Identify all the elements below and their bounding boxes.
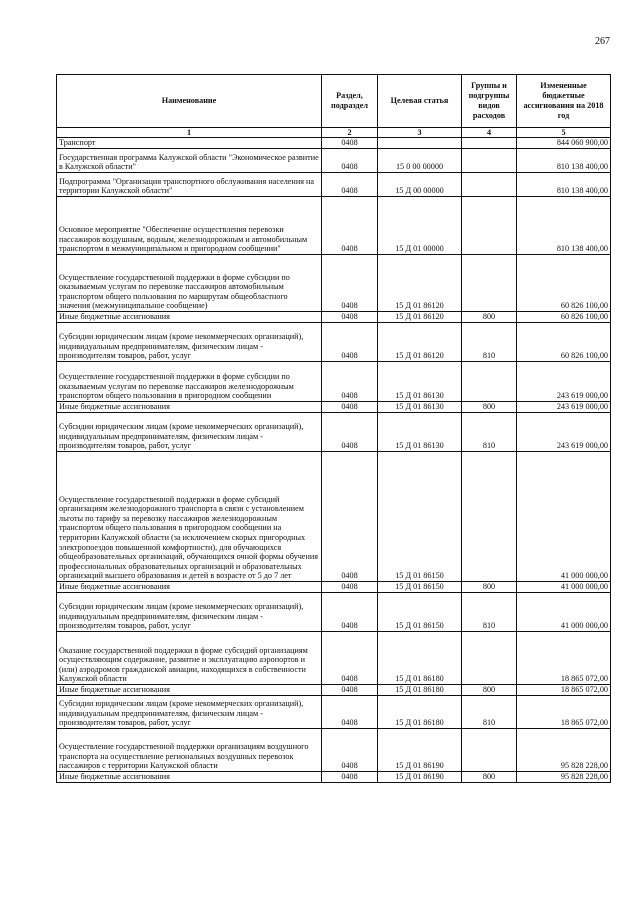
table-row [57,197,611,255]
header-section: Раздел, подраздел [322,75,378,128]
cell-amount: 95 828 228,00 [517,729,611,772]
cell-target: 15 Д 01 86190 [378,772,462,783]
cell-name: Иные бюджетные ассигнования [57,582,322,593]
cell-name: Иные бюджетные ассигнования [57,402,322,413]
cell-amount: 41 000 000,00 [517,452,611,582]
cell-amount: 95 828 228,00 [517,772,611,783]
cell-section: 0408 [322,593,378,632]
cell-name: Иные бюджетные ассигнования [57,685,322,696]
cell-name: Основное мероприятие "Обеспечение осуществления перевозки пассажиров воздушным, водным, железнодорожным и автомобильным транспортом в межмуниципальном и пригородном сообщении" [57,197,322,255]
table-row [57,312,611,323]
budget-table [56,74,611,783]
header-target: Целевая статья [378,75,462,128]
cell-amount: 810 138 400,00 [517,173,611,197]
table-row [57,413,611,452]
cell-name: Иные бюджетные ассигнования [57,312,322,323]
cell-target: 15 0 00 00000 [378,149,462,173]
table-row [57,173,611,197]
cell-section: 0408 [322,729,378,772]
cell-group: 810 [462,696,517,729]
cell-group [462,255,517,312]
cell-amount: 18 865 072,00 [517,696,611,729]
cell-section: 0408 [322,402,378,413]
cell-target: 15 Д 01 86150 [378,582,462,593]
cell-group [462,173,517,197]
table-row [57,149,611,173]
cell-amount: 810 138 400,00 [517,197,611,255]
cell-section: 0408 [322,413,378,452]
cell-target: 15 Д 00 00000 [378,173,462,197]
cell-name: Оказание государственной поддержки в форме субсидий организациям осуществляющим содержание, развитие и эксплуатацию аэропортов и (или) аэродромов гражданской авиации, находящихся в собственности Калужской области [57,632,322,685]
header-row [57,75,611,128]
cell-section: 0408 [322,452,378,582]
cell-group [462,138,517,149]
cell-amount: 243 619 000,00 [517,362,611,402]
cell-name: Субсидии юридическим лицам (кроме некоммерческих организаций), индивидуальным предпринимателям, физическим лицам - производителям товаров, работ, услуг [57,593,322,632]
cell-section: 0408 [322,255,378,312]
table-row [57,402,611,413]
cell-group: 810 [462,323,517,362]
cell-section: 0408 [322,362,378,402]
table-row [57,138,611,149]
table-row [57,452,611,582]
cell-group [462,729,517,772]
cell-target: 15 Д 01 86120 [378,312,462,323]
column-number-row [57,128,611,138]
cell-group: 800 [462,312,517,323]
cell-group: 800 [462,685,517,696]
table-row [57,729,611,772]
table-row [57,772,611,783]
table-row [57,696,611,729]
cell-name: Иные бюджетные ассигнования [57,772,322,783]
cell-name: Субсидии юридическим лицам (кроме некоммерческих организаций), индивидуальным предпринимателям, физическим лицам - производителям товаров, работ, услуг [57,413,322,452]
cell-section: 0408 [322,772,378,783]
cell-target: 15 Д 01 86180 [378,632,462,685]
cell-target: 15 Д 01 86120 [378,255,462,312]
column-number: 4 [462,128,517,138]
cell-target: 15 Д 01 86150 [378,452,462,582]
cell-group: 800 [462,582,517,593]
cell-section: 0408 [322,138,378,149]
column-number: 2 [322,128,378,138]
cell-amount: 18 865 072,00 [517,685,611,696]
table-body [57,138,611,783]
cell-group: 810 [462,593,517,632]
header-name: Наименование [57,75,322,128]
cell-target: 15 Д 01 86180 [378,696,462,729]
cell-section: 0408 [322,582,378,593]
cell-section: 0408 [322,632,378,685]
cell-target: 15 Д 01 00000 [378,197,462,255]
cell-section: 0408 [322,696,378,729]
cell-target [378,138,462,149]
table-row [57,632,611,685]
cell-target: 15 Д 01 86190 [378,729,462,772]
cell-name: Осуществление государственной поддержки в форме субсидии по оказываемым услугам по перевозке пассажиров железнодорожным транспортом общего пользования в пригородном сообщении [57,362,322,402]
cell-group: 800 [462,772,517,783]
cell-name: Осуществление государственной поддержки организациям воздушного транспорта на осуществление региональных воздушных перевозок пассажиров с территории Калужской области [57,729,322,772]
cell-group [462,632,517,685]
table-row [57,362,611,402]
cell-name: Подпрограмма "Организация транспортного обслуживания населения на территории Калужской области" [57,173,322,197]
table-row [57,593,611,632]
cell-amount: 41 000 000,00 [517,582,611,593]
cell-name: Осуществление государственной поддержки в форме субсидий организациям железнодорожного транспорта в связи с установлением льготы по тарифу за перевозку пассажиров железнодорожным транспортом общего пользования в пригородном сообщении на территории Калужской области (за исключением скорых пригородных электропоездов повышенной комфортности), для обучающихся общеобразовательных организаций, обучающихся очной формы обучения профессиональных образовательных организаций и образовательных организаций высшего образования и детей в возрасте от 5 до 7 лет [57,452,322,582]
cell-amount: 60 826 100,00 [517,323,611,362]
cell-section: 0408 [322,323,378,362]
cell-group: 810 [462,413,517,452]
cell-amount: 60 826 100,00 [517,312,611,323]
cell-name: Государственная программа Калужской области "Экономическое развитие в Калужской области" [57,149,322,173]
cell-amount: 60 826 100,00 [517,255,611,312]
cell-name: Субсидии юридическим лицам (кроме некоммерческих организаций), индивидуальным предпринимателям, физическим лицам - производителям товаров, работ, услуг [57,696,322,729]
header-group: Группы и подгруппы видов расходов [462,75,517,128]
cell-section: 0408 [322,685,378,696]
column-number: 3 [378,128,462,138]
column-number: 5 [517,128,611,138]
cell-name: Осуществление государственной поддержки в форме субсидии по оказываемым услугам по перевозке пассажиров автомобильным транспортом общего пользования по маршрутам общеобластного значения (межмуниципальное сообщение) [57,255,322,312]
cell-group [462,362,517,402]
cell-target: 15 Д 01 86180 [378,685,462,696]
header-amount: Измененные бюджетные ассигнования на 2018 год [517,75,611,128]
cell-group: 800 [462,402,517,413]
cell-group [462,197,517,255]
cell-name: Субсидии юридическим лицам (кроме некоммерческих организаций), индивидуальным предпринимателям, физическим лицам - производителям товаров, работ, услуг [57,323,322,362]
cell-target: 15 Д 01 86130 [378,362,462,402]
cell-target: 15 Д 01 86150 [378,593,462,632]
cell-amount: 810 138 400,00 [517,149,611,173]
column-number: 1 [57,128,322,138]
cell-section: 0408 [322,312,378,323]
cell-section: 0408 [322,173,378,197]
table-row [57,255,611,312]
table-row [57,582,611,593]
cell-amount: 18 865 072,00 [517,632,611,685]
cell-target: 15 Д 01 86130 [378,402,462,413]
cell-target: 15 Д 01 86120 [378,323,462,362]
table-row [57,685,611,696]
page-number: 267 [595,36,610,47]
cell-name: Транспорт [57,138,322,149]
cell-amount: 41 000 000,00 [517,593,611,632]
cell-amount: 243 619 000,00 [517,413,611,452]
cell-group [462,149,517,173]
cell-amount: 243 619 000,00 [517,402,611,413]
cell-amount: 844 060 900,00 [517,138,611,149]
cell-section: 0408 [322,197,378,255]
cell-section: 0408 [322,149,378,173]
cell-target: 15 Д 01 86130 [378,413,462,452]
table-row [57,323,611,362]
cell-group [462,452,517,582]
